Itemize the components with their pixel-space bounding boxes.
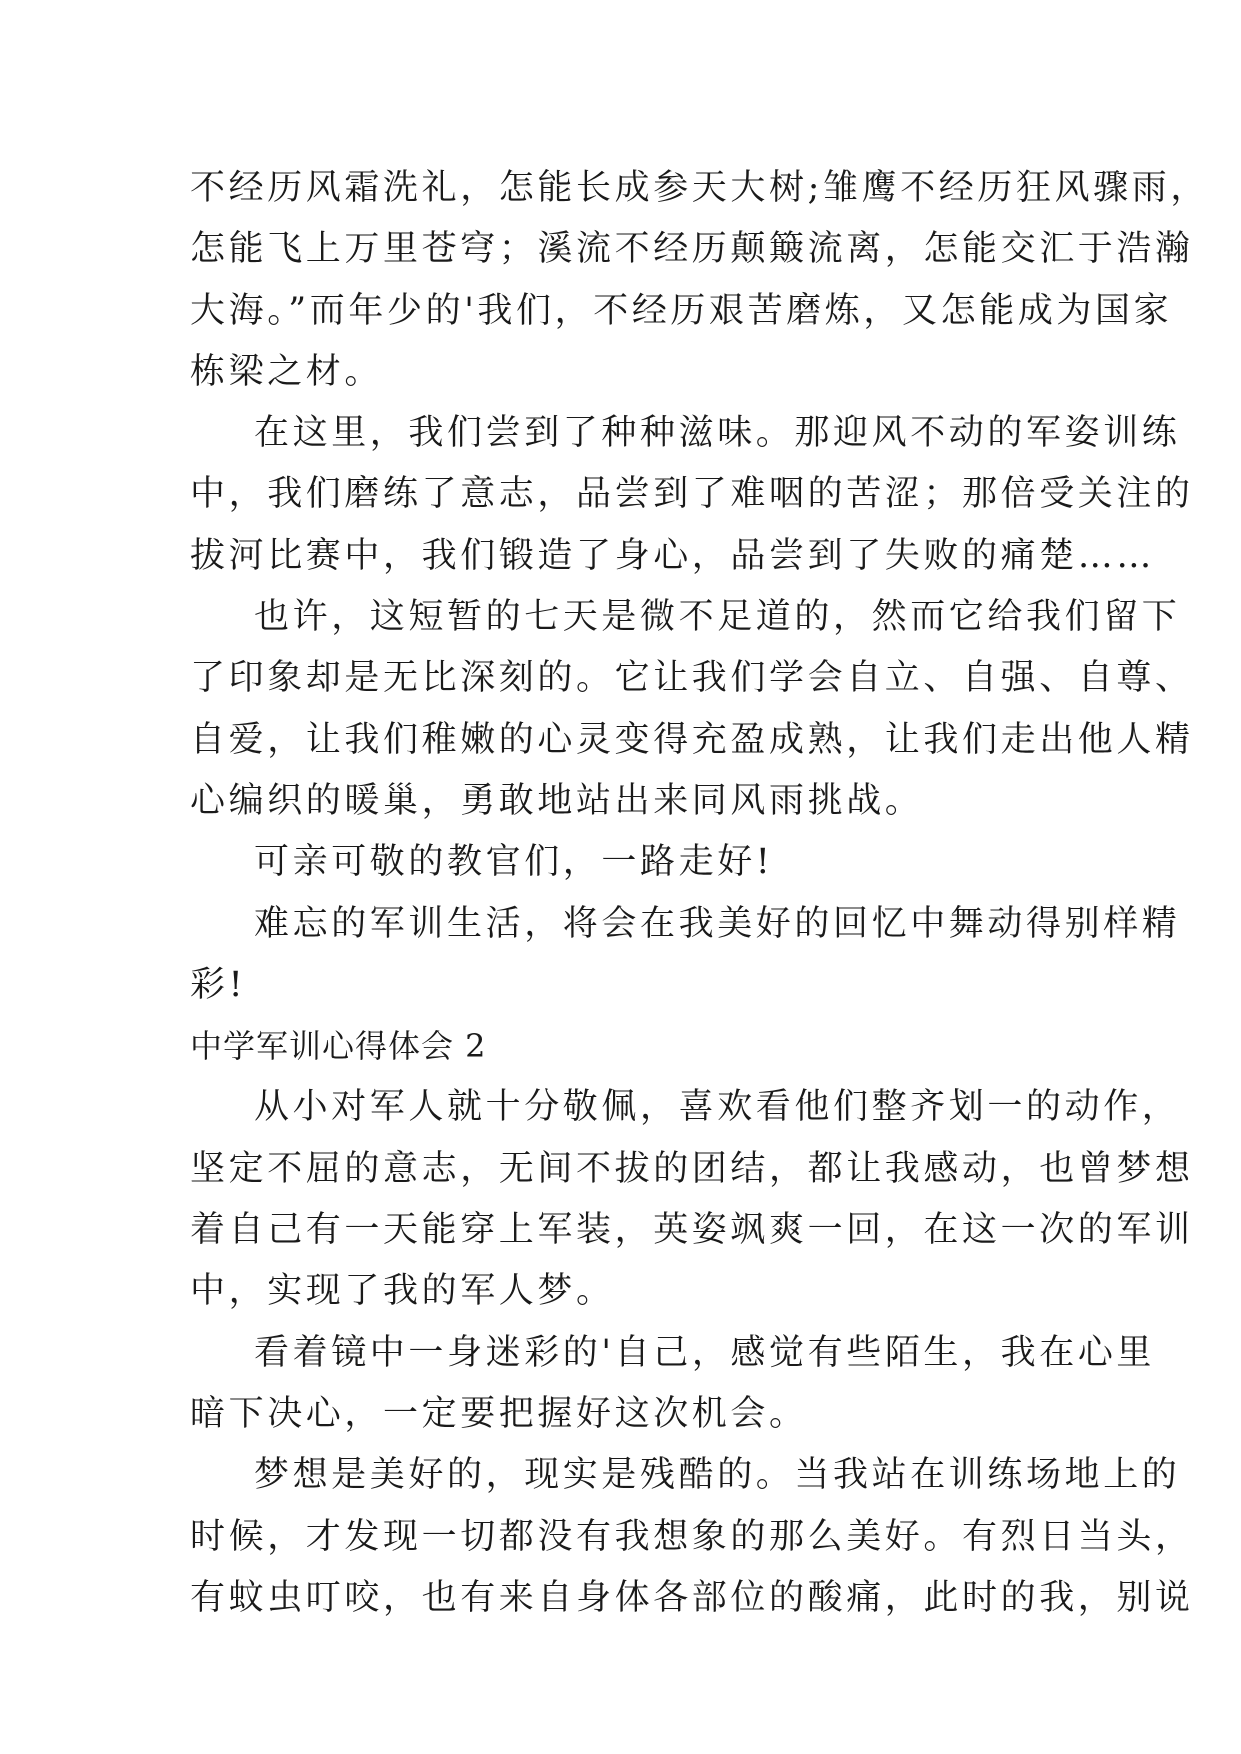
text-line: 了印象却是无比深刻的。它让我们学会自立、自强、自尊、 (190, 658, 1194, 699)
document-body (190, 158, 1209, 1629)
text-line: 自爱，让我们稚嫩的心灵变得充盈成熟，让我们走出他人精 (190, 719, 1194, 760)
text-line: 有蚊虫叮咬，也有来自身体各部位的酸痛，此时的我，别说 (190, 1577, 1194, 1618)
paragraph-first-line: 看着镜中一身迷彩的'自己，感觉有些陌生，我在心里 (254, 1332, 1156, 1373)
paragraph-first-line: 难忘的军训生活，将会在我美好的回忆中舞动得别样精 (254, 903, 1181, 944)
text-line: 拔河比赛中，我们锻造了身心，品尝到了失败的痛楚…… (190, 535, 1156, 576)
text-line: 坚定不屈的意志，无间不拔的团结，都让我感动，也曾梦想 (190, 1148, 1194, 1189)
paragraph-first-line: 梦想是美好的，现实是残酷的。当我站在训练场地上的 (254, 1455, 1181, 1496)
paragraph-first-line: 可亲可敬的教官们，一路走好! (254, 842, 774, 883)
text-line: 时候，才发现一切都没有我想象的那么美好。有烈日当头， (190, 1516, 1194, 1557)
text-line: 彩! (190, 964, 247, 1005)
paragraph-first-line: 也许，这短暂的七天是微不足道的，然而它给我们留下 (254, 597, 1181, 638)
text-line: 不经历风霜洗礼，怎能长成参天大树;雏鹰不经历狂风骤雨， (190, 168, 1209, 208)
text-line: 心编织的暖巢，勇敢地站出来同风雨挑战。 (190, 780, 924, 821)
section-heading: 中学军训心得体会 2 (190, 1027, 487, 1066)
text-line: 暗下决心，一定要把握好这次机会。 (190, 1393, 808, 1434)
text-line: 栋梁之材。 (190, 351, 384, 392)
paragraph-first-line: 在这里，我们尝到了种种滋味。那迎风不动的军姿训练 (254, 413, 1181, 454)
text-line: 中，实现了我的军人梦。 (190, 1271, 615, 1312)
text-line: 中，我们磨练了意志，品尝到了难咽的苦涩；那倍受关注的 (190, 474, 1194, 515)
text-line: 着自己有一天能穿上军装，英姿飒爽一回，在这一次的军训 (190, 1210, 1194, 1251)
paragraph-first-line: 从小对军人就十分敬佩，喜欢看他们整齐划一的动作， (254, 1087, 1181, 1128)
text-line: 怎能飞上万里苍穹；溪流不经历颠簸流离，怎能交汇于浩瀚 (190, 229, 1194, 270)
text-line: 大海。”而年少的'我们，不经历艰苦磨炼，又怎能成为国家 (190, 290, 1173, 331)
